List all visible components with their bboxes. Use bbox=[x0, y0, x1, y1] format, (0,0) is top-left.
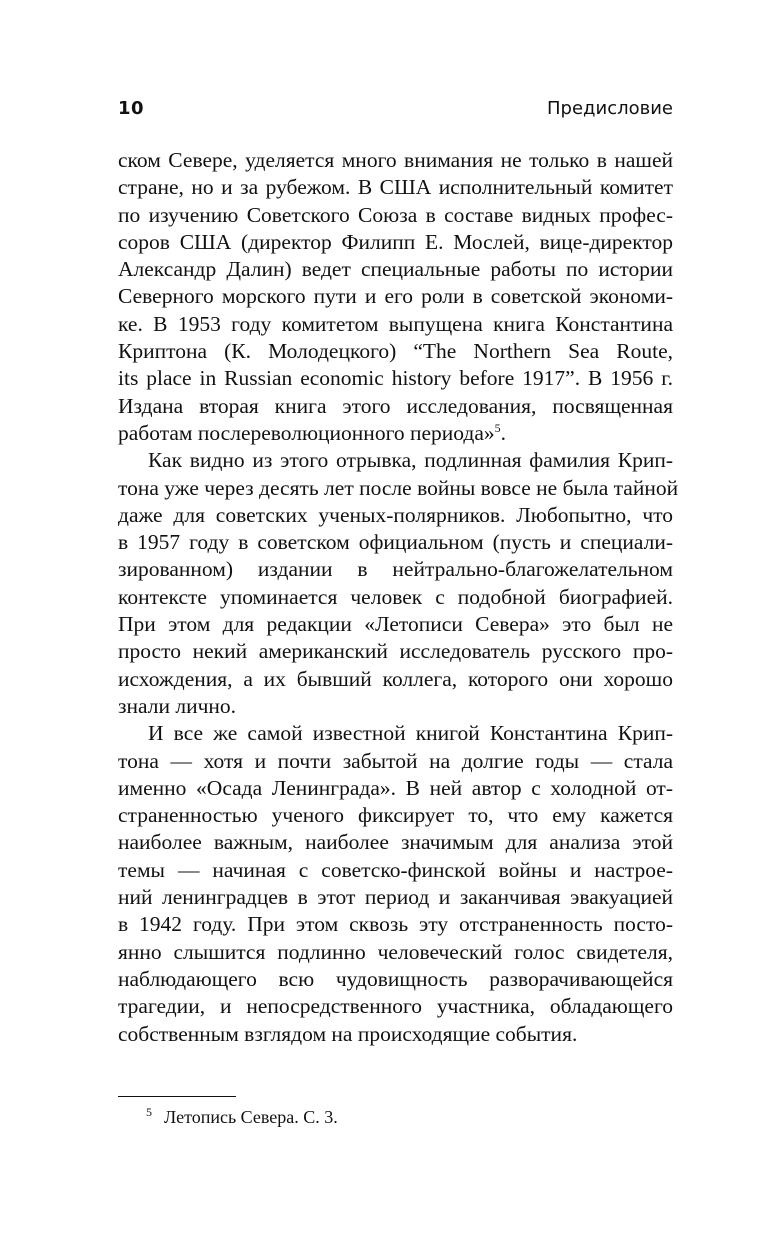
line-text: в 1942 году. При этом сквозь эту отстраненность посто- bbox=[118, 912, 673, 937]
paragraph bbox=[118, 720, 673, 1048]
page-header bbox=[118, 98, 673, 128]
page-number: 10 bbox=[118, 98, 145, 119]
line-text: наиболее важным, наиболее значимым для анализа этой bbox=[118, 830, 673, 855]
line-text: исхождения, а их бывший коллега, которого они хорошо bbox=[118, 666, 673, 691]
text-line bbox=[118, 666, 673, 693]
text-line bbox=[118, 775, 673, 802]
text-line bbox=[118, 338, 673, 365]
text-line bbox=[118, 365, 673, 392]
text-line bbox=[118, 393, 673, 420]
line-text: стране, но и за рубежом. В США исполнительный комитет bbox=[118, 175, 673, 200]
line-text: даже для советских ученых-полярников. Любопытно, что bbox=[118, 502, 673, 527]
line-text: ском Севере, уделяется много внимания не только в нашей bbox=[118, 148, 673, 172]
running-head: Предисловие bbox=[547, 98, 673, 119]
line-text: просто некий американский исследователь русского про- bbox=[118, 639, 673, 664]
text-line bbox=[118, 693, 673, 720]
line-text: трагедии, и непосредственного участника, обладающего bbox=[118, 994, 673, 1019]
body-text bbox=[118, 147, 679, 1048]
line-text: Издана вторая книга этого исследования, посвященная bbox=[118, 393, 673, 418]
text-line bbox=[118, 939, 673, 966]
line-text: темы — начиная с советско-финской войны и настрое- bbox=[118, 857, 673, 882]
line-text: Как видно из этого отрывка, подлинная фамилия Крип- bbox=[148, 448, 673, 473]
text-line bbox=[118, 966, 673, 993]
text-line bbox=[118, 147, 673, 174]
text-line bbox=[118, 802, 673, 829]
text-line bbox=[118, 748, 673, 775]
line-text: Северного морского пути и его роли в советской экономи- bbox=[118, 284, 673, 309]
text-line bbox=[118, 993, 673, 1020]
footnote-text: Летопись Севера. С. 3. bbox=[164, 1107, 338, 1127]
text-line bbox=[118, 829, 673, 856]
text-line bbox=[118, 1021, 673, 1048]
line-text: именно «Осада Ленинграда». В ней автор с холодной от- bbox=[118, 775, 673, 800]
text-line bbox=[118, 638, 673, 665]
line-text: its place in Russian economic history before 1917”. В 1956 г. bbox=[118, 366, 673, 391]
footnote-rule bbox=[118, 1096, 236, 1097]
text-line bbox=[118, 884, 673, 911]
paragraph bbox=[118, 447, 679, 720]
line-text: по изучению Советского Союза в составе видных профес- bbox=[118, 202, 673, 227]
text-line bbox=[118, 447, 673, 474]
line-text: зированном) издании в нейтрально-благожелательном bbox=[118, 557, 673, 582]
text-line bbox=[118, 857, 673, 884]
line-text: в 1957 году в советском официальном (пусть и специали- bbox=[118, 530, 673, 555]
text-line: работам послереволюционного периода»$^5$. bbox=[118, 420, 507, 445]
line-text: И все же самой известной книгой Константина Крип- bbox=[148, 721, 673, 746]
text-line bbox=[118, 202, 673, 229]
text-line bbox=[118, 283, 673, 310]
text-line bbox=[118, 584, 673, 611]
line-text: Криптона (К. Молодецкого) “The Northern Sea Route, bbox=[118, 339, 673, 364]
line-text: Александр Далин) ведет специальные работы по истории bbox=[118, 257, 673, 282]
line-text: ний ленинградцев в этот период и заканчивая эвакуацией bbox=[118, 885, 673, 910]
footnote-mark: 5 bbox=[146, 1105, 152, 1119]
text-line bbox=[118, 311, 673, 338]
line-text: При этом для редакции «Летописи Севера» это был не bbox=[118, 612, 673, 637]
footnote bbox=[146, 1105, 338, 1128]
text-line bbox=[118, 911, 673, 938]
text-line bbox=[118, 556, 673, 583]
line-text: знали лично. bbox=[118, 693, 237, 718]
paragraph bbox=[118, 147, 673, 447]
footnote-reference[interactable]: 5 bbox=[494, 420, 501, 435]
text-line bbox=[118, 229, 673, 256]
line-text: янно слышится подлинно человеческий голос свидетеля, bbox=[118, 939, 673, 964]
text-line bbox=[118, 720, 673, 747]
line-text: наблюдающего всю чудовищность разворачивающейся bbox=[118, 966, 673, 991]
text-line bbox=[118, 529, 673, 556]
line-text: ке. В 1953 году комитетом выпущена книга Константина bbox=[118, 311, 673, 336]
text-line bbox=[118, 174, 673, 201]
text-line bbox=[118, 611, 673, 638]
line-text: тона уже через десять лет после войны вовсе не была тайной bbox=[118, 475, 679, 500]
line-text: работам послереволюционного периода» bbox=[118, 420, 495, 445]
text-line bbox=[118, 502, 673, 529]
line-text: собственным взглядом на происходящие события. bbox=[118, 1021, 578, 1046]
line-text: контексте упоминается человек с подобной биографией. bbox=[118, 584, 673, 609]
line-text: соров США (директор Филипп Е. Мослей, вице-директор bbox=[118, 229, 673, 254]
text-line bbox=[118, 256, 673, 283]
line-text: страненностью ученого фиксирует то, что ему кажется bbox=[118, 803, 673, 828]
line-text: тона — хотя и почти забытой на долгие годы — стала bbox=[118, 748, 673, 773]
text-line bbox=[118, 475, 679, 502]
